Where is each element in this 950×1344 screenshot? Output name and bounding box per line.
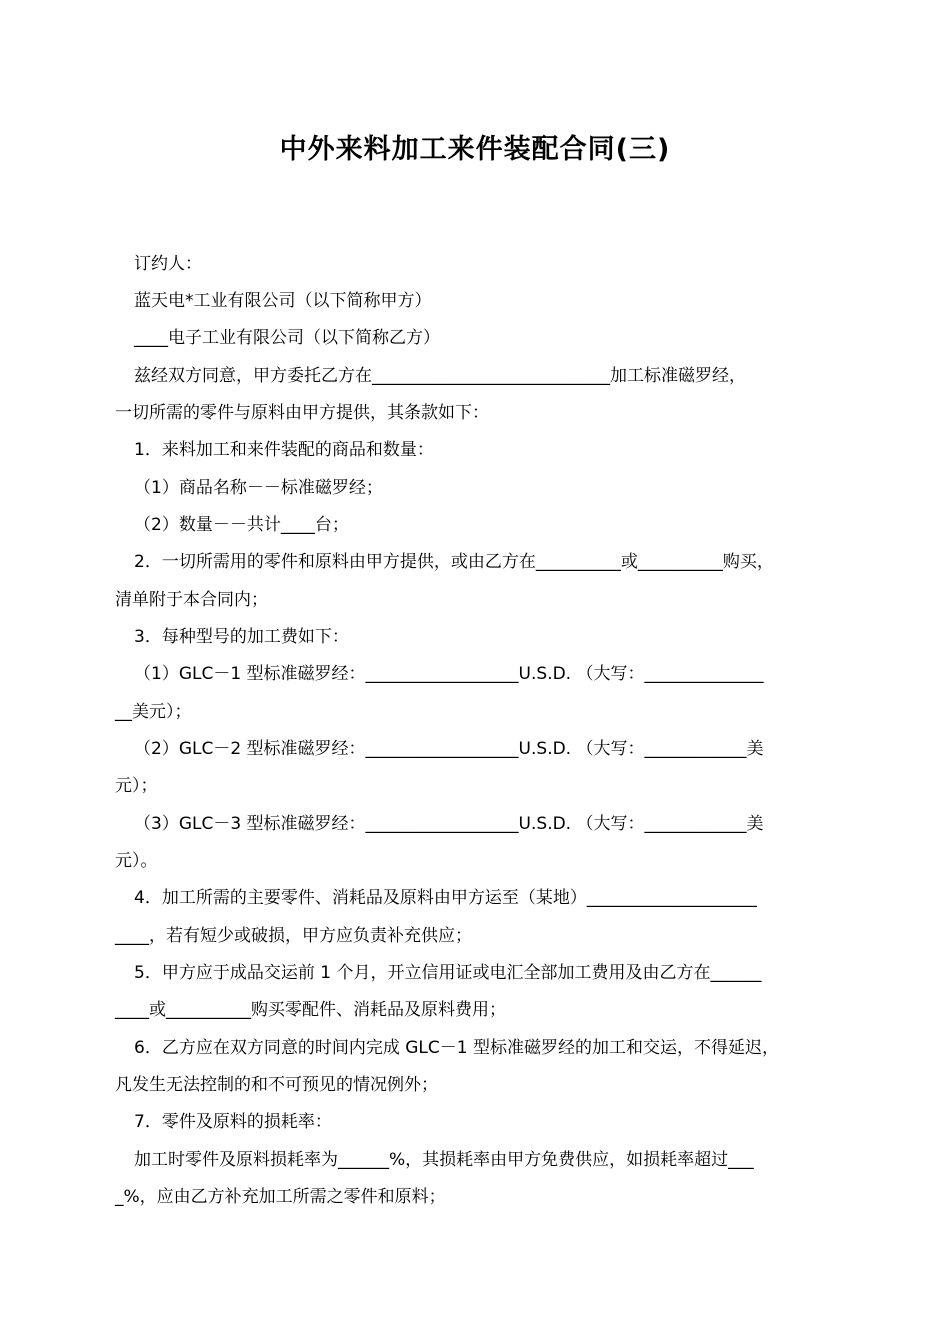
preamble-line-1: 兹经双方同意，甲方委托乙方在____________________________加工标准磁罗经， <box>134 366 746 386</box>
clause-5-line-1: 5．甲方应于成品交运前 1 个月，开立信用证或电汇全部加工费用及由乙方在______ <box>134 963 762 983</box>
clause-7-line-1: 加工时零件及原料损耗率为______%，其损耗率由甲方免费供应，如损耗率超过___ <box>134 1150 754 1170</box>
clause-6-line-1: 6．乙方应在双方同意的时间内完成 GLC－1 型标准磁罗经的加工和交运，不得延迟， <box>134 1038 779 1058</box>
clause-5-line-2: ____或__________购买零配件、消耗品及原料费用； <box>115 1000 506 1020</box>
clause-3-heading: 3．每种型号的加工费如下： <box>134 627 349 647</box>
preamble-line-2: 一切所需的零件与原料由甲方提供，其条款如下： <box>115 403 489 423</box>
clause-6-line-2: 凡发生无法控制的和不可预见的情况例外； <box>115 1075 438 1095</box>
clause-2-line-2: 清单附于本合同内； <box>115 590 268 610</box>
clause-4-line-2: ____，若有短少或破损，甲方应负责补充供应； <box>115 926 472 946</box>
clause-7-heading: 7．零件及原料的损耗率： <box>134 1112 332 1132</box>
clause-1-heading: 1．来料加工和来件装配的商品和数量： <box>134 440 434 460</box>
clause-1-item-2: （2）数量－－共计____台； <box>134 515 349 535</box>
clause-3-item-3-line-1: （3）GLC－3 型标准磁罗经：__________________U.S.D. （大写：____________美 <box>134 814 764 834</box>
contract-parties-label: 订约人： <box>134 254 202 274</box>
clause-1-item-1: （1）商品名称－－标准磁罗经； <box>134 478 383 498</box>
party-b-line: ____电子工业有限公司（以下简称乙方） <box>134 328 440 348</box>
party-a-line: 蓝天电*工业有限公司（以下简称甲方） <box>134 291 432 311</box>
clause-3-item-2-line-2: 元）； <box>115 776 158 796</box>
clause-3-item-1-line-1: （1）GLC－1 型标准磁罗经：__________________U.S.D. （大写：______________ <box>134 664 764 684</box>
clause-3-item-2-line-1: （2）GLC－2 型标准磁罗经：__________________U.S.D. （大写：____________美 <box>134 739 764 759</box>
clause-3-item-3-line-2: 元）。 <box>115 851 158 871</box>
clause-4-line-1: 4．加工所需的主要零件、消耗品及原料由甲方运至（某地）____________________ <box>134 888 757 908</box>
clause-3-item-1-line-2: __美元）； <box>115 702 192 722</box>
clause-2-line-1: 2．一切所需用的零件和原料由甲方提供，或由乙方在__________或__________购买， <box>134 552 774 572</box>
document-title: 中外来料加工来件装配合同(三) <box>279 134 671 165</box>
clause-7-line-2: _%，应由乙方补充加工所需之零件和原料； <box>115 1187 446 1207</box>
